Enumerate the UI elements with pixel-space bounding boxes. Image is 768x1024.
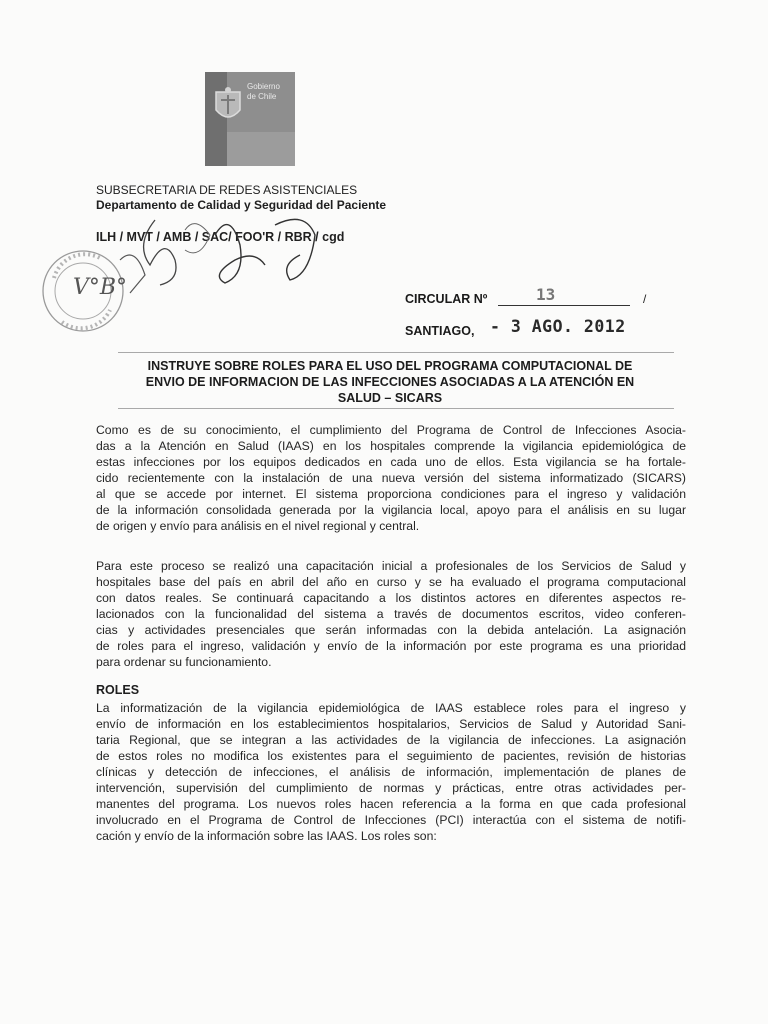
roles-heading: ROLES bbox=[96, 683, 140, 697]
paragraph-line: cias y actividades presenciales que serán informadas con la debida antelación. La asignación bbox=[96, 623, 686, 637]
paragraph-line: de la información consolidada generada por la vigilancia local, apoyo para el análisis en su lugar bbox=[96, 503, 686, 517]
paragraph-1 bbox=[96, 422, 686, 534]
coat-of-arms-icon bbox=[212, 86, 244, 126]
paragraph-line: clínicas y detección de infecciones, el análisis de información, implementación de planes de bbox=[96, 765, 686, 779]
paragraph-3 bbox=[96, 700, 686, 844]
paragraph-line: de origen y envío para análisis en el nivel regional y central. bbox=[96, 519, 420, 533]
date-stamp: - 3 AGO. 2012 bbox=[490, 317, 626, 336]
gobierno-de-chile-logo bbox=[205, 72, 295, 166]
paragraph-line: estas infecciones por los equipos dedicados en cada uno de ellos. Esta vigilancia se ha fortale- bbox=[96, 455, 686, 469]
title-rule-bottom bbox=[118, 408, 674, 409]
circular-number-line bbox=[498, 305, 630, 306]
title-line-2: ENVIO DE INFORMACION DE LAS INFECCIONES ASOCIADAS A LA ATENCIÓN EN bbox=[145, 375, 635, 389]
paragraph-line: intervención, supervisión del cumplimiento de normas y prácticas, entre otras actividades per- bbox=[96, 781, 686, 795]
paragraph-line: Como es de su conocimiento, el cumplimiento del Programa de Control de Infecciones Asocia- bbox=[96, 423, 686, 437]
circular-number: 13 bbox=[536, 285, 556, 304]
circular-label: CIRCULAR Nº bbox=[405, 292, 488, 306]
paragraph-line: involucrado en el Programa de Control de Infecciones (PCI) interactúa con el sistema de notifi- bbox=[96, 813, 686, 827]
paragraph-line: taria Regional, que se integran a las actividades de la vigilancia de infecciones. La asignación bbox=[96, 733, 686, 747]
subsecretaria-heading: SUBSECRETARIA DE REDES ASISTENCIALES bbox=[96, 183, 358, 197]
title-line-1: INSTRUYE SOBRE ROLES PARA EL USO DEL PROGRAMA COMPUTACIONAL DE bbox=[147, 359, 633, 373]
handwritten-signatures bbox=[115, 205, 335, 305]
santiago-label: SANTIAGO, bbox=[405, 324, 475, 338]
paragraph-line: con datos reales. Se continuará capacitando a los distintos actores en diferentes aspectos re- bbox=[96, 591, 686, 605]
logo-text-line2: de Chile bbox=[247, 92, 277, 101]
paragraph-line: cación y envío de la información sobre las IAAS. Los roles son: bbox=[96, 829, 437, 843]
paragraph-line: al que se accede por internet. El sistema proporciona condiciones para el ingreso y validación bbox=[96, 487, 686, 501]
reference-initials: ILH / MVT / AMB / SAC/ FOO'R / RBR / cgd bbox=[96, 230, 345, 244]
paragraph-line: hospitales base del país en abril del año en curso y se ha evaluado el programa computacional bbox=[96, 575, 686, 589]
paragraph-line: para ordenar su funcionamiento. bbox=[96, 655, 272, 669]
paragraph-line: lacionados con la funcionalidad del sistema a través de documentos escritos, video conferen- bbox=[96, 607, 686, 621]
title-rule-top bbox=[118, 352, 674, 353]
departamento-heading: Departamento de Calidad y Seguridad del Paciente bbox=[96, 198, 387, 212]
paragraph-line: cido recientemente con la instalación de una nueva versión del sistema informatizado (SICARS) bbox=[96, 471, 686, 485]
paragraph-2 bbox=[96, 558, 686, 670]
vb-stamp-text: V°B° bbox=[73, 275, 128, 300]
circular-trailing-slash: / bbox=[643, 292, 647, 306]
logo-band bbox=[227, 132, 295, 166]
title-line-3: SALUD – SICARS bbox=[337, 391, 443, 405]
paragraph-line: manentes del programa. Los nuevos roles hacen referencia a la forma en que cada profesional bbox=[96, 797, 686, 811]
paragraph-line: de roles para el ingreso, validación y envío de la información por este programa es una prioridad bbox=[96, 639, 686, 653]
paragraph-line: La informatización de la vigilancia epidemiológica de IAAS establece roles para el ingreso y bbox=[96, 701, 686, 715]
paragraph-line: Para este proceso se realizó una capacitación inicial a profesionales de los Servicios de Salud y bbox=[96, 559, 686, 573]
document-title bbox=[100, 358, 680, 406]
paragraph-line: das a la Atención en Salud (IAAS) en los hospitales comprende la vigilancia epidemiológica de bbox=[96, 439, 686, 453]
paragraph-line: envío de información en los establecimientos hospitalarios, Servicios de Salud y Autoridad Sani- bbox=[96, 717, 686, 731]
paragraph-line: de estos roles no modifica los existentes para el seguimiento de pacientes, revisión de historias bbox=[96, 749, 686, 763]
logo-text-line1: Gobierno bbox=[247, 82, 280, 91]
